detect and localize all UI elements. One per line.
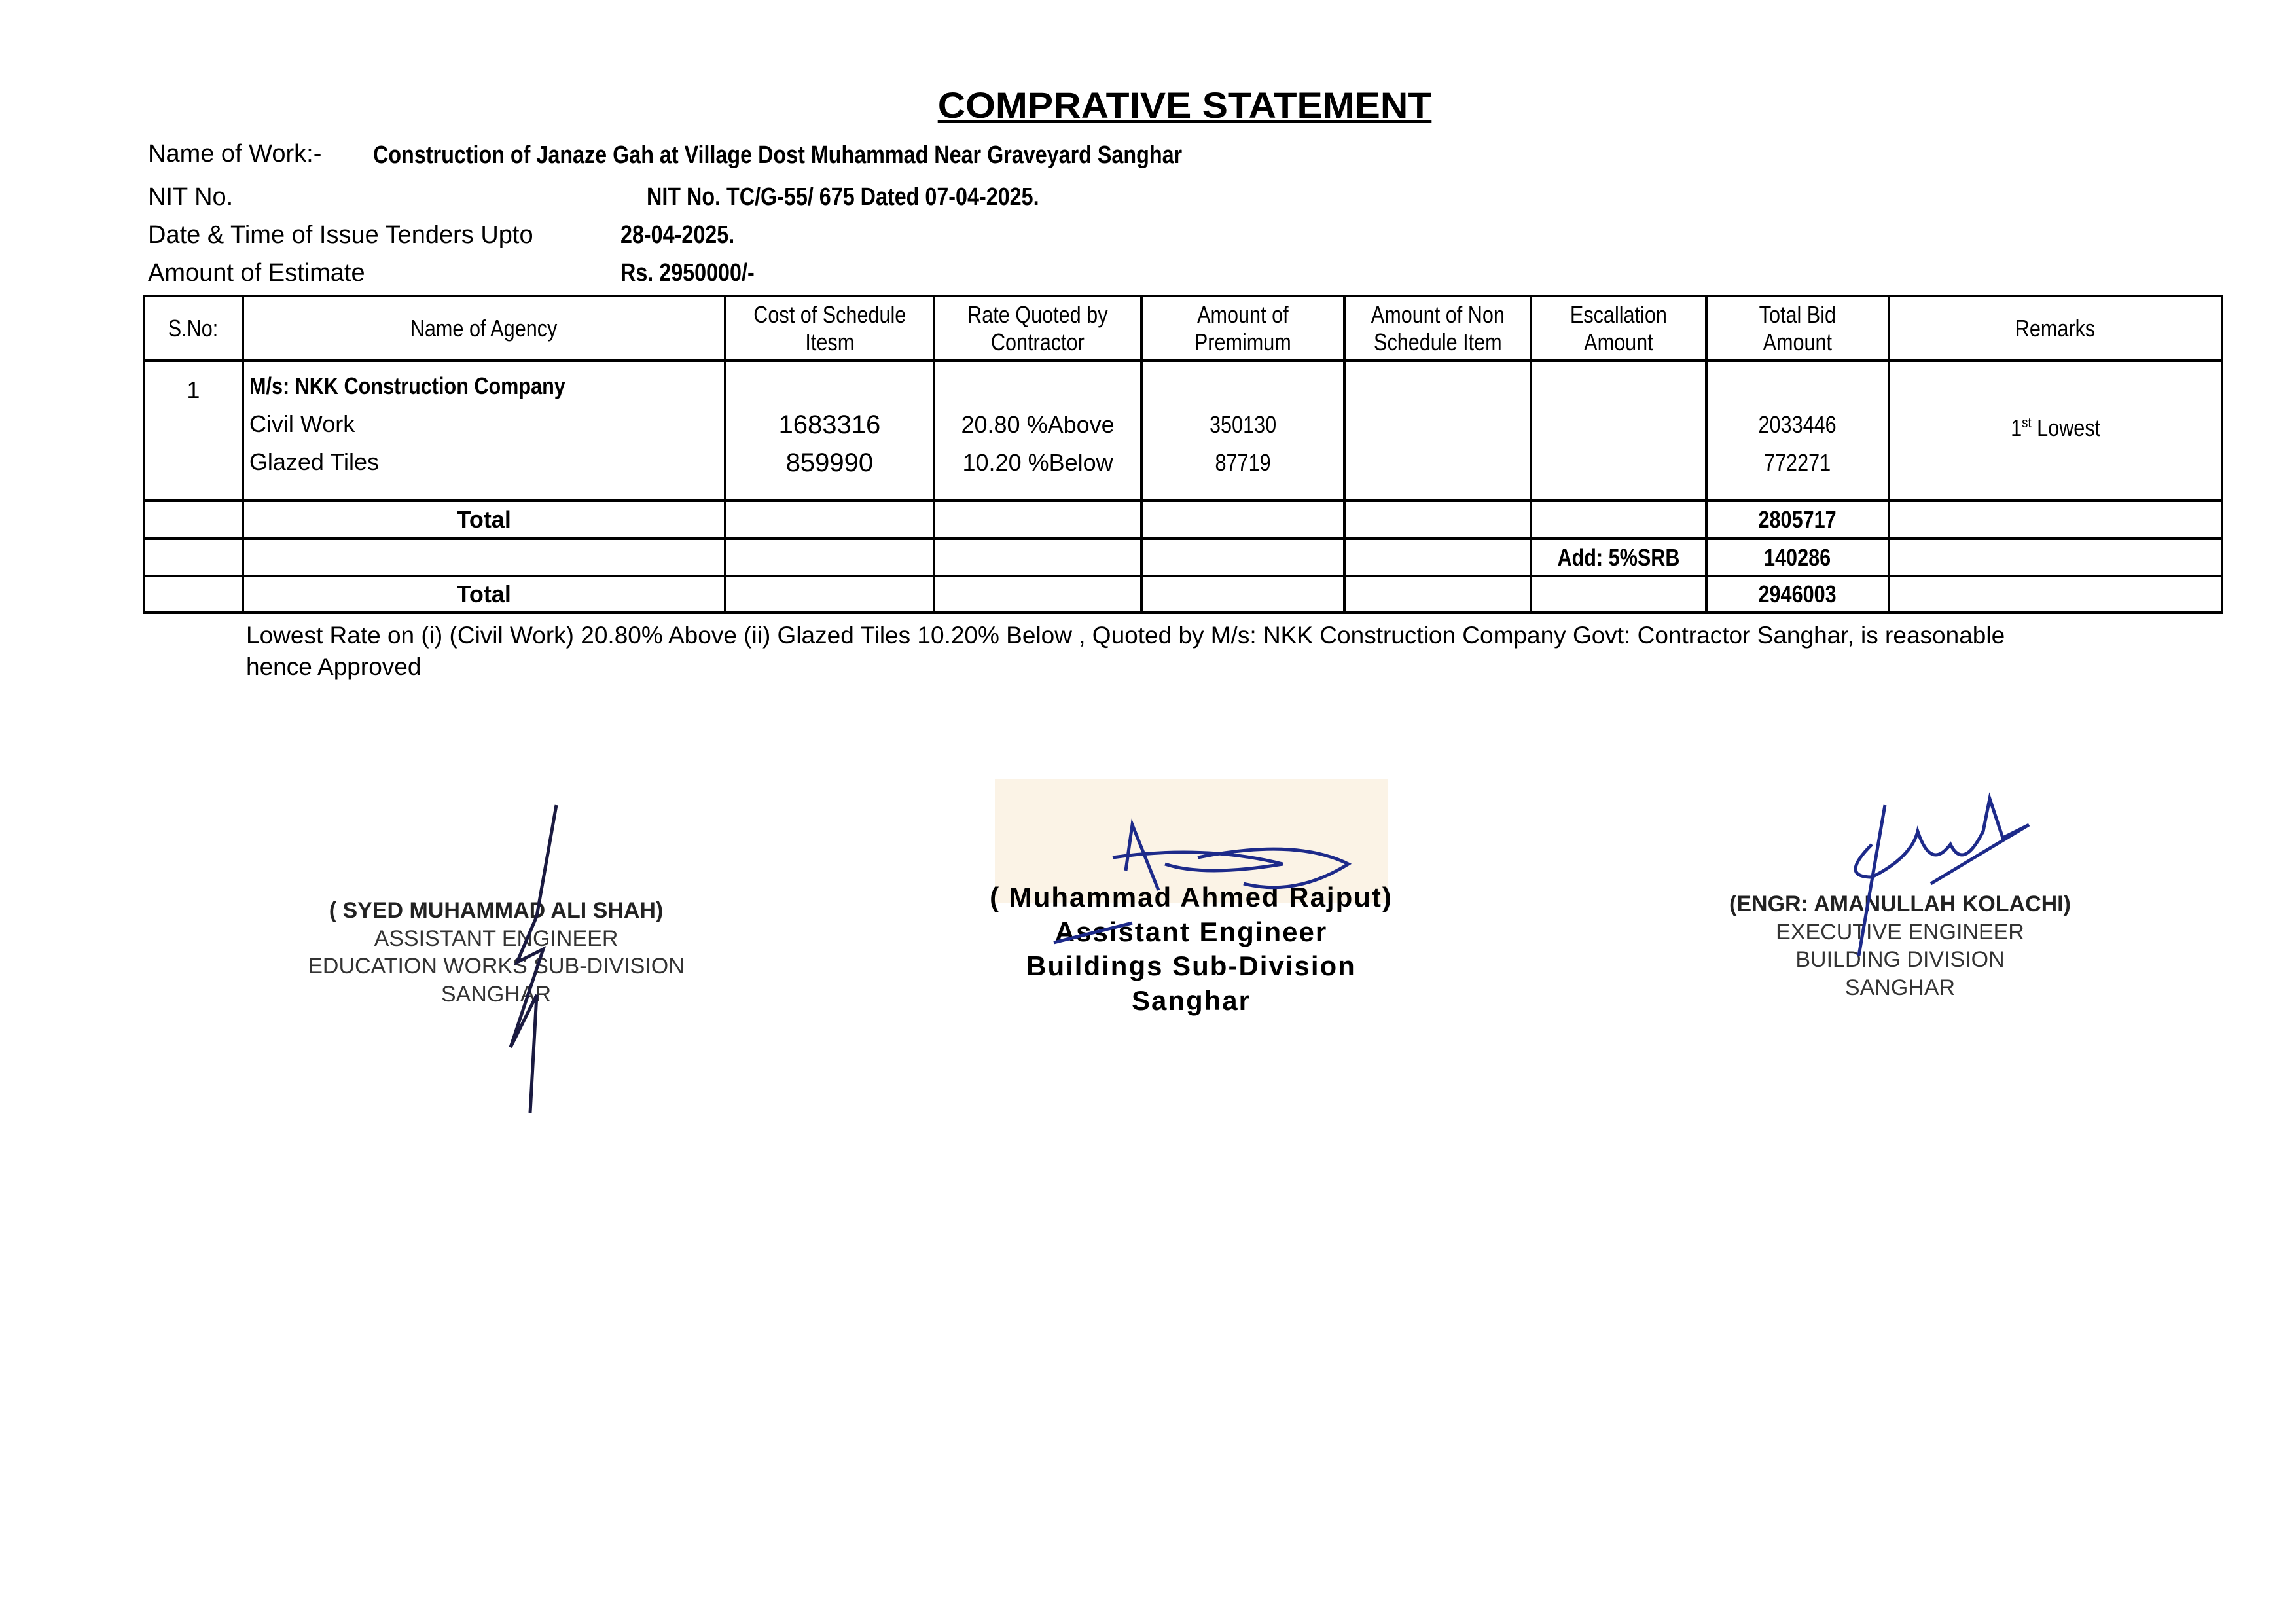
approval-note-line1: Lowest Rate on (i) (Civil Work) 20.80% Above (ii) Glazed Tiles 10.20% Below , Quoted by M/s: NKK Construction Company Govt: Contractor Sanghar, is reasonable [246,622,2005,649]
cell-agency: M/s: NKK Construction Company Civil Work Glazed Tiles [243,361,725,501]
table-row [144,361,2222,501]
name-of-work-value: Construction of Janaze Gah at Village Dost Muhammad Near Graveyard Sanghar [373,141,1183,169]
nit-value: NIT No. TC/G-55/ 675 Dated 07-04-2025. [647,183,1039,211]
header-total-bid: Total Bid Amount [1706,296,1889,361]
header-non-schedule: Amount of Non Schedule Item [1344,296,1532,361]
srb-label: Add: 5%SRB [1531,539,1706,576]
header-premium: Amount of Premimum [1141,296,1344,361]
cell-total-bid: 2033446 772271 [1706,361,1889,501]
header-rate: Rate Quoted by Contractor [934,296,1141,361]
signature-scribble-middle [1034,818,1374,949]
nit-label: NIT No. [148,183,234,211]
cell-premium: 350130 87719 [1141,361,1344,501]
estimate-label: Amount of Estimate [148,259,365,287]
subtotal-label: Total [243,501,725,539]
tender-date-label: Date & Time of Issue Tenders Upto [148,221,533,249]
document-title: COMPRATIVE STATEMENT [937,84,1432,126]
signature-scribble-left [497,799,602,1119]
name-of-work-label: Name of Work:- [148,140,322,168]
cell-cost: 1683316 859990 [725,361,935,501]
subtotal-row [144,501,2222,539]
tender-date-value: 28-04-2025. [620,221,735,249]
signature-scribble-right [1833,792,2042,962]
header-escalation: Escallation Amount [1531,296,1706,361]
header-remarks: Remarks [1889,296,2222,361]
srb-value: 140286 [1706,539,1889,576]
cell-escalation [1531,361,1706,501]
grand-total-label: Total [243,576,725,613]
signature-block-left: ( SYED MUHAMMAD ALI SHAH) ASSISTANT ENGINEER EDUCATION WORKS SUB-DIVISION SANGHAR [308,898,685,1007]
cell-rate: 20.80 %Above 10.20 %Below [934,361,1141,501]
header-sno: S.No: [144,296,243,361]
comparative-table [143,295,2223,614]
grand-total-row [144,576,2222,613]
approval-note-line2: hence Approved [246,653,422,680]
grand-total-value: 2946003 [1706,576,1889,613]
cell-remarks: 1st Lowest [1889,361,2222,501]
header-cost: Cost of Schedule Itesm [725,296,935,361]
subtotal-value: 2805717 [1706,501,1889,539]
estimate-value: Rs. 2950000/- [620,259,755,287]
header-row [144,296,2222,361]
cell-non-schedule [1344,361,1532,501]
signature-block-middle: ( Muhammad Ahmed Rajput) Assistant Engineer Buildings Sub-Division Sanghar [990,882,1393,1016]
header-agency: Name of Agency [243,296,725,361]
signature-block-right: (ENGR: AMANULLAH KOLACHI) EXECUTIVE ENGINEER BUILDING DIVISION SANGHAR [1729,892,2071,1000]
cell-sno: 1 [144,361,243,501]
srb-row [144,539,2222,576]
